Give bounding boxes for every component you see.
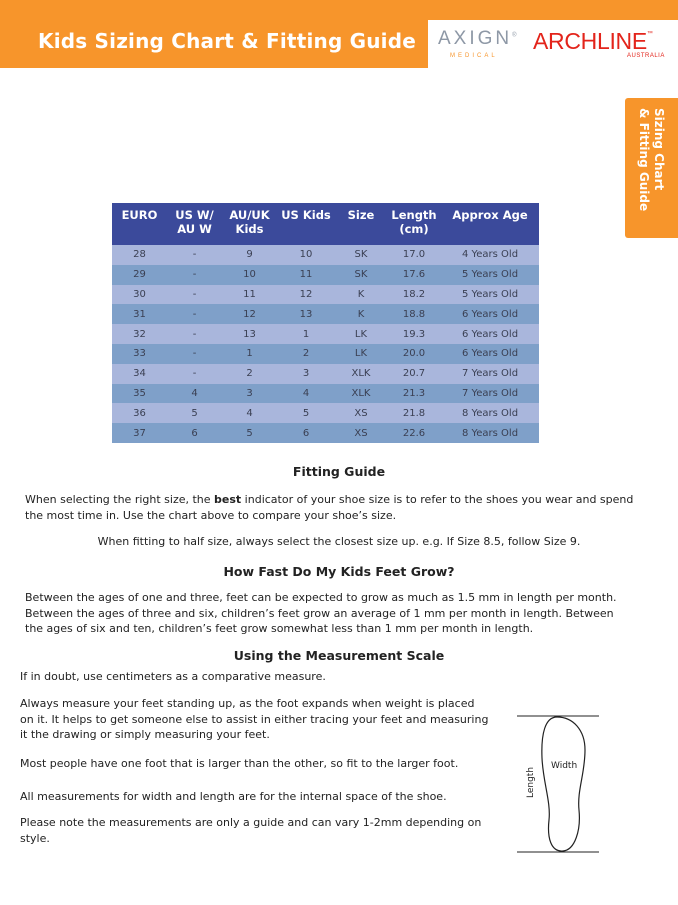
table-cell: 30 bbox=[112, 285, 167, 305]
table-cell: 6 Years Old bbox=[441, 304, 539, 324]
table-cell: 4 bbox=[277, 384, 335, 404]
table-header-cell: US W/ AU W bbox=[167, 203, 222, 245]
logo-area bbox=[428, 20, 678, 68]
table-row bbox=[112, 324, 539, 344]
table-cell: 5 Years Old bbox=[441, 265, 539, 285]
length-label: Length bbox=[526, 766, 536, 798]
axign-logo: AXIGN® bbox=[438, 28, 517, 49]
table-cell: 2 bbox=[277, 344, 335, 364]
table-header-cell: AU/UK Kids bbox=[222, 203, 277, 245]
table-cell: 31 bbox=[112, 304, 167, 324]
table-header-cell: US Kids bbox=[277, 203, 335, 245]
table-row bbox=[112, 265, 539, 285]
table-cell: 4 bbox=[222, 403, 277, 423]
table-cell: 6 Years Old bbox=[441, 344, 539, 364]
table-cell: LK bbox=[335, 344, 387, 364]
table-cell: 1 bbox=[222, 344, 277, 364]
table-cell: 18.8 bbox=[387, 304, 441, 324]
fitting-guide-paragraph-2: When fitting to half size, always select the closest size up. e.g. If Size 8.5, follow Size 9. bbox=[97, 535, 581, 548]
archline-australia-label: AUSTRALIA bbox=[627, 53, 665, 59]
table-cell: 5 Years Old bbox=[441, 285, 539, 305]
table-header-cell: Length (cm) bbox=[387, 203, 441, 245]
table-cell: 13 bbox=[222, 324, 277, 344]
table-cell: 1 bbox=[277, 324, 335, 344]
table-cell: 34 bbox=[112, 364, 167, 384]
table-cell: 2 bbox=[222, 364, 277, 384]
measurement-paragraph-1: If in doubt, use centimeters as a comparative measure. bbox=[20, 670, 326, 683]
table-cell: LK bbox=[335, 324, 387, 344]
table-cell: 10 bbox=[222, 265, 277, 285]
table-cell: 7 Years Old bbox=[441, 384, 539, 404]
table-cell: 32 bbox=[112, 324, 167, 344]
table-cell: 5 bbox=[277, 403, 335, 423]
sizing-table bbox=[112, 203, 539, 443]
table-cell: 35 bbox=[112, 384, 167, 404]
table-cell: 21.3 bbox=[387, 384, 441, 404]
table-header-cell: Approx Age bbox=[441, 203, 539, 245]
table-row bbox=[112, 384, 539, 404]
table-cell: 6 bbox=[167, 423, 222, 443]
header-banner bbox=[0, 0, 678, 68]
width-label: Width bbox=[551, 761, 578, 771]
side-tab-line1: Sizing Chart bbox=[652, 108, 667, 191]
table-row bbox=[112, 285, 539, 305]
table-cell: 6 Years Old bbox=[441, 324, 539, 344]
archline-logo: ARCHLINE™ bbox=[533, 28, 653, 54]
axign-medical-label: MEDICAL bbox=[450, 53, 498, 59]
table-cell: 11 bbox=[222, 285, 277, 305]
table-header-cell: EURO bbox=[112, 203, 167, 245]
table-cell: K bbox=[335, 285, 387, 305]
table-cell: 20.0 bbox=[387, 344, 441, 364]
table-cell: 19.3 bbox=[387, 324, 441, 344]
table-cell: 36 bbox=[112, 403, 167, 423]
table-cell: - bbox=[167, 364, 222, 384]
measurement-heading: Using the Measurement Scale bbox=[233, 648, 445, 663]
foot-measurement-diagram bbox=[513, 712, 603, 858]
table-cell: 20.7 bbox=[387, 364, 441, 384]
table-cell: 8 Years Old bbox=[441, 403, 539, 423]
table-cell: SK bbox=[335, 245, 387, 265]
table-cell: 33 bbox=[112, 344, 167, 364]
side-tab bbox=[625, 98, 678, 238]
table-cell: 10 bbox=[277, 245, 335, 265]
table-cell: XS bbox=[335, 403, 387, 423]
foot-outline bbox=[542, 717, 585, 851]
table-cell: 12 bbox=[222, 304, 277, 324]
table-cell: - bbox=[167, 304, 222, 324]
table-cell: XLK bbox=[335, 364, 387, 384]
side-tab-line2: & Fitting Guide bbox=[637, 108, 652, 212]
table-cell: 7 Years Old bbox=[441, 364, 539, 384]
table-row bbox=[112, 304, 539, 324]
table-cell: 29 bbox=[112, 265, 167, 285]
page-title: Kids Sizing Chart & Fitting Guide bbox=[38, 29, 417, 53]
side-tab-label bbox=[625, 98, 678, 238]
table-cell: - bbox=[167, 245, 222, 265]
growth-paragraph: Between the ages of one and three, feet can be expected to grow as much as 1.5 mm in length per month. Between the ages of three and six, children’s feet grow an average of 1 mm per month in length. Between the ages of six and ten, children’s feet grow somewhat less than 1 mm per month in length. bbox=[25, 591, 617, 635]
table-cell: 21.8 bbox=[387, 403, 441, 423]
table-header-row bbox=[112, 203, 539, 245]
table-cell: - bbox=[167, 344, 222, 364]
table-cell: 4 Years Old bbox=[441, 245, 539, 265]
table-cell: 6 bbox=[277, 423, 335, 443]
table-cell: - bbox=[167, 324, 222, 344]
table-cell: 37 bbox=[112, 423, 167, 443]
table-row bbox=[112, 344, 539, 364]
table-cell: 9 bbox=[222, 245, 277, 265]
table-cell: - bbox=[167, 265, 222, 285]
table-header-cell: Size bbox=[335, 203, 387, 245]
measurement-paragraph-3: Most people have one foot that is larger than the other, so fit to the larger foot. bbox=[20, 757, 459, 770]
growth-heading: How Fast Do My Kids Feet Grow? bbox=[223, 564, 455, 579]
table-cell: K bbox=[335, 304, 387, 324]
table-cell: 5 bbox=[167, 403, 222, 423]
fitting-guide-paragraph-1: When selecting the right size, the best indicator of your shoe size is to refer to the shoes you wear and spend the most time in. Use the chart above to compare your shoe’s size. bbox=[25, 493, 634, 522]
table-cell: SK bbox=[335, 265, 387, 285]
fitting-guide-heading: Fitting Guide bbox=[292, 464, 386, 479]
table-cell: - bbox=[167, 285, 222, 305]
table-cell: 13 bbox=[277, 304, 335, 324]
table-row bbox=[112, 364, 539, 384]
measurement-paragraph-5: Please note the measurements are only a guide and can vary 1-2mm depending on style. bbox=[20, 816, 482, 845]
table-cell: XS bbox=[335, 423, 387, 443]
measurement-paragraph-2: Always measure your feet standing up, as the foot expands when weight is placed on it. It helps to get someone else to assist in either tracing your feet and measuring it the drawing or simply measuring your feet. bbox=[20, 697, 489, 741]
table-cell: 4 bbox=[167, 384, 222, 404]
table-cell: 17.6 bbox=[387, 265, 441, 285]
table-cell: 22.6 bbox=[387, 423, 441, 443]
table-cell: 3 bbox=[277, 364, 335, 384]
table-row bbox=[112, 403, 539, 423]
table-cell: XLK bbox=[335, 384, 387, 404]
table-cell: 12 bbox=[277, 285, 335, 305]
table-cell: 5 bbox=[222, 423, 277, 443]
table-cell: 11 bbox=[277, 265, 335, 285]
table-cell: 28 bbox=[112, 245, 167, 265]
table-row bbox=[112, 423, 539, 443]
table-cell: 17.0 bbox=[387, 245, 441, 265]
table-cell: 18.2 bbox=[387, 285, 441, 305]
measurement-paragraph-4: All measurements for width and length are for the internal space of the shoe. bbox=[20, 790, 447, 803]
table-cell: 8 Years Old bbox=[441, 423, 539, 443]
table-cell: 3 bbox=[222, 384, 277, 404]
table-row bbox=[112, 245, 539, 265]
